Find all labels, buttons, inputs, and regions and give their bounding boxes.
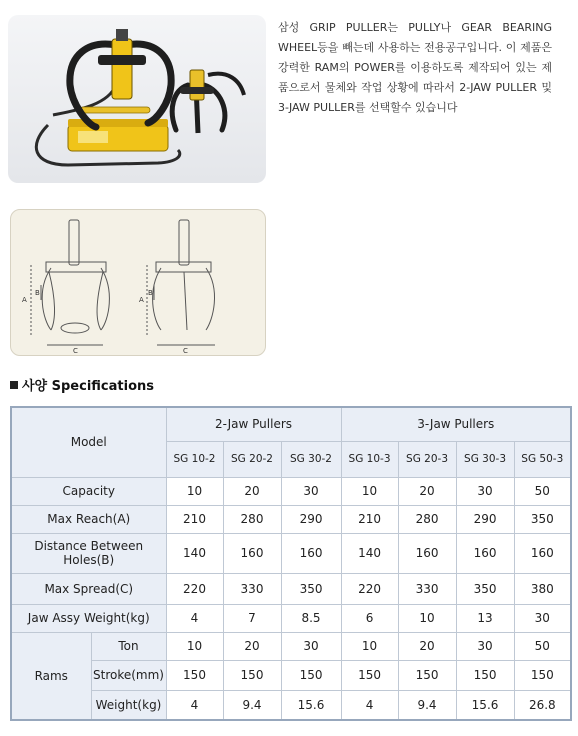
table-cell: 30 bbox=[281, 477, 341, 505]
table-cell: 7 bbox=[223, 604, 281, 632]
product-description: 삼성 GRIP PULLER는 PULLY나 GEAR BEARING WHEEL등을 빼는데 사용하는 전용공구입니다. 이 제품은 강력한 RAM의 POWER를 이용하도록 제작되어 있는 제품으로서 물체와 작업 상황에 따라서 2-JAW PULLER 및 3-JAW PULLER를 선택할수 있습니다 bbox=[278, 21, 552, 114]
table-cell: 13 bbox=[456, 604, 514, 632]
table-cell: 9.4 bbox=[398, 690, 456, 720]
section-title-text: 사양 Specifications bbox=[22, 379, 154, 394]
model-cell: SG 50-3 bbox=[514, 441, 571, 477]
table-cell: 9.4 bbox=[223, 690, 281, 720]
model-cell: SG 20-2 bbox=[223, 441, 281, 477]
table-cell: 30 bbox=[281, 632, 341, 660]
table-row bbox=[11, 505, 571, 533]
table-cell: 380 bbox=[514, 573, 571, 604]
row-label: Max Reach(A) bbox=[11, 505, 166, 533]
table-cell: 160 bbox=[223, 533, 281, 573]
table-cell: 350 bbox=[456, 573, 514, 604]
table-row bbox=[11, 632, 571, 660]
table-cell: 30 bbox=[456, 632, 514, 660]
table-cell: 280 bbox=[223, 505, 281, 533]
table-cell: 15.6 bbox=[281, 690, 341, 720]
table-cell: 10 bbox=[341, 477, 398, 505]
table-cell: 150 bbox=[456, 660, 514, 690]
table-cell: 280 bbox=[398, 505, 456, 533]
table-cell: 220 bbox=[341, 573, 398, 604]
group-2jaw-header: 2-Jaw Pullers bbox=[166, 407, 341, 441]
table-cell: 150 bbox=[281, 660, 341, 690]
table-row bbox=[11, 690, 571, 720]
section-title bbox=[10, 375, 154, 394]
table-row bbox=[11, 477, 571, 505]
table-cell: 10 bbox=[166, 477, 223, 505]
table-cell: 160 bbox=[456, 533, 514, 573]
dimension-diagram bbox=[10, 209, 266, 356]
table-cell: 150 bbox=[341, 660, 398, 690]
table-cell: 50 bbox=[514, 477, 571, 505]
table-cell: 26.8 bbox=[514, 690, 571, 720]
table-cell: 140 bbox=[166, 533, 223, 573]
table-cell: 4 bbox=[166, 690, 223, 720]
table-cell: 350 bbox=[514, 505, 571, 533]
table-cell: 30 bbox=[456, 477, 514, 505]
table-cell: 330 bbox=[223, 573, 281, 604]
product-photo bbox=[8, 15, 266, 183]
table-cell: 10 bbox=[341, 632, 398, 660]
table-row bbox=[11, 573, 571, 604]
dimension-drawing bbox=[11, 210, 265, 355]
table-cell: 10 bbox=[398, 604, 456, 632]
row-label-line1: Distance Between bbox=[34, 539, 144, 553]
table-cell: 10 bbox=[166, 632, 223, 660]
diagram-label-a-right: A bbox=[139, 296, 144, 304]
table-cell: 20 bbox=[223, 632, 281, 660]
row-label bbox=[11, 533, 166, 573]
square-bullet-icon bbox=[10, 381, 18, 389]
rams-label: Rams bbox=[11, 632, 91, 720]
table-cell: 30 bbox=[514, 604, 571, 632]
model-cell: SG 30-3 bbox=[456, 441, 514, 477]
model-cell: SG 20-3 bbox=[398, 441, 456, 477]
table-cell: 150 bbox=[223, 660, 281, 690]
table-cell: 160 bbox=[514, 533, 571, 573]
table-cell: 50 bbox=[514, 632, 571, 660]
row-label: Ton bbox=[91, 632, 166, 660]
table-cell: 290 bbox=[456, 505, 514, 533]
table-cell: 330 bbox=[398, 573, 456, 604]
model-cell: SG 10-3 bbox=[341, 441, 398, 477]
table-cell: 220 bbox=[166, 573, 223, 604]
spec-table bbox=[10, 406, 572, 721]
row-label: Capacity bbox=[11, 477, 166, 505]
diagram-label-c-right: C bbox=[183, 347, 188, 355]
puller-product-illustration bbox=[8, 15, 266, 183]
table-cell: 140 bbox=[341, 533, 398, 573]
table-cell: 350 bbox=[281, 573, 341, 604]
row-label: Stroke(mm) bbox=[91, 660, 166, 690]
diagram-label-a-left: A bbox=[22, 296, 27, 304]
table-row bbox=[11, 604, 571, 632]
table-cell: 210 bbox=[341, 505, 398, 533]
diagram-label-c-left: C bbox=[73, 347, 78, 355]
table-cell: 4 bbox=[341, 690, 398, 720]
table-cell: 150 bbox=[398, 660, 456, 690]
table-row bbox=[11, 533, 571, 573]
row-label-line2: Holes(B) bbox=[63, 553, 115, 567]
model-header: Model bbox=[11, 407, 166, 477]
table-cell: 15.6 bbox=[456, 690, 514, 720]
diagram-label-b-right: B bbox=[148, 289, 153, 297]
model-cell: SG 10-2 bbox=[166, 441, 223, 477]
table-cell: 20 bbox=[398, 632, 456, 660]
table-cell: 8.5 bbox=[281, 604, 341, 632]
table-cell: 20 bbox=[223, 477, 281, 505]
row-label: Weight(kg) bbox=[91, 690, 166, 720]
table-row bbox=[11, 660, 571, 690]
row-label: Jaw Assy Weight(kg) bbox=[11, 604, 166, 632]
table-cell: 20 bbox=[398, 477, 456, 505]
table-cell: 160 bbox=[281, 533, 341, 573]
table-cell: 4 bbox=[166, 604, 223, 632]
table-cell: 150 bbox=[514, 660, 571, 690]
table-cell: 150 bbox=[166, 660, 223, 690]
group-3jaw-header: 3-Jaw Pullers bbox=[341, 407, 571, 441]
table-cell: 290 bbox=[281, 505, 341, 533]
diagram-label-b-left: B bbox=[35, 289, 40, 297]
table-cell: 160 bbox=[398, 533, 456, 573]
table-cell: 6 bbox=[341, 604, 398, 632]
model-cell: SG 30-2 bbox=[281, 441, 341, 477]
row-label: Max Spread(C) bbox=[11, 573, 166, 604]
table-cell: 210 bbox=[166, 505, 223, 533]
